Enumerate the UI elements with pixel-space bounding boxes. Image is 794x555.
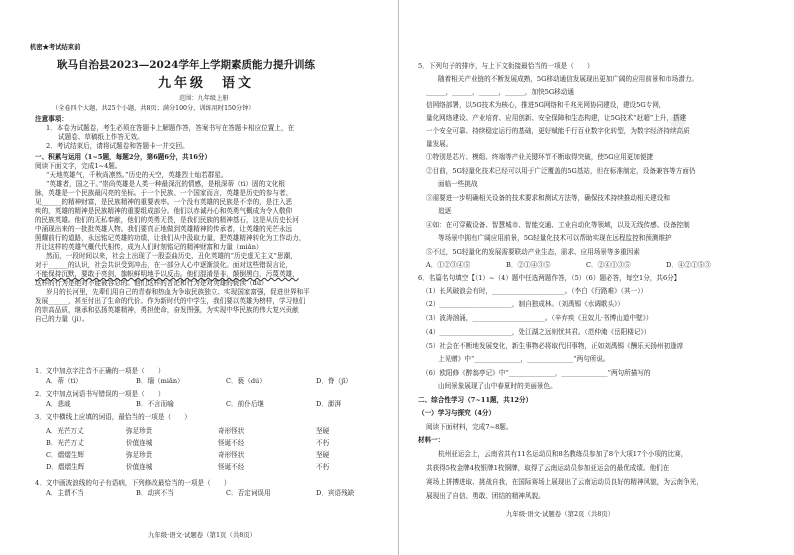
passage-line: 然而，一段时间以来，社会上出现了一股歪曲历史、丑化英雄的“历史虚无主义”思潮， xyxy=(46,252,297,260)
q5-item: ②目前，5G轻量化技术已经可以用于广泛覆盖的5G基站，但在标准制定，设备兼容等方面仍 xyxy=(426,167,696,175)
secret-label: 机密★考试结束前 xyxy=(30,44,81,51)
q4-option-b[interactable]: B．动宾不当 xyxy=(136,489,174,497)
passage-line: “天地英雄气，千秋尚凛然。”历史的天空，英雄烈士灿若群星。 xyxy=(46,171,228,179)
q2-option-d[interactable]: D．澎湃 xyxy=(316,400,342,408)
q3-option-row[interactable] xyxy=(46,460,329,472)
q3-cell: 不朽 xyxy=(316,439,330,447)
question-1: 1．文中加点字注音不正确的一项是（ ） xyxy=(35,367,165,375)
material-line: 杭州亚运会上，云南省共有11名运动员和8名教练员参加了8个大项17个小项的比赛， xyxy=(438,450,688,458)
q6-item: 山间景象展现了山中春夏时的美丽景色。 xyxy=(438,382,557,390)
q5-text-line: 量发展。 xyxy=(426,140,453,148)
notice-line: 试题卷、草稿纸上作答无效。 xyxy=(58,133,144,141)
q3-cell: 奇形怪状 xyxy=(218,427,245,435)
q5-option-c[interactable]: C．②④①③⑤ xyxy=(586,261,631,269)
q5-option-b[interactable]: B．②①④③⑤ xyxy=(506,261,551,269)
q3-option-row[interactable] xyxy=(46,436,329,448)
passage-line: 的民族英雄。他们的无私奉献，他们的英勇无畏，是我们民族的精神基石，这是从历史长河 xyxy=(35,216,299,224)
section-heading: 一、积累与运用（1~5题，每题2分，第6题6分，共16分） xyxy=(35,153,212,161)
q5-item: ⑤不过，5G轻量化的发展需要联动产业生态，需求、应用场景等多重因素 xyxy=(426,248,640,256)
passage-line: 的崇高品质，继承和弘扬英雄精神，勇担使命，奋发图强，为实现中华民族的伟大复兴贡献 xyxy=(35,306,299,314)
q2-option-b[interactable]: B．不言而喻 xyxy=(136,400,174,408)
passage-line: 脉，英雄是一个民族最闪亮的坐标。于一个民族、一个国家而言，英雄是历史的参与者、 xyxy=(35,189,293,197)
q3-option-table xyxy=(46,424,329,472)
q6-item: （5）社会在不断地发展变化，新生事物必将取代旧事物，正如刘禹锡《酬乐天扬州初逢席 xyxy=(422,342,684,350)
q5-text-line: 随着相关产业链的不断发展成熟，5G移动通信发展现出更加广阔的应用前景和市场潜力。 xyxy=(438,75,699,83)
q2-option-c[interactable]: C．前仆后继 xyxy=(226,400,265,408)
passage-line-wavy: 不能保持沉默，要敢于亮剑，旗帜鲜明地予以反击。他们混淆是非，颠倒黑白，污蔑英雄， xyxy=(35,270,299,278)
q3-cell: 不朽 xyxy=(316,463,330,471)
q6-item[interactable]: （1）长风破浪会有时，______________________。（李白《行路难》（其一）） xyxy=(422,287,648,295)
q1-option-b[interactable]: B．缅（miǎn） xyxy=(136,377,184,385)
q4-option-c[interactable]: C．否定词误用 xyxy=(226,489,271,497)
reading-intro: 阅读下面材料，完成7~8题。 xyxy=(426,423,513,431)
q3-cell: A．光芒万丈 xyxy=(46,427,84,435)
passage-line: “英雄者，国之干。”崇尚英雄是人类一种最深沉的情感，是根深蒂（tì）固的文化根 xyxy=(46,180,285,188)
passage-line: 照耀前行的道路，永远铭记英雄的功绩，让我们从中汲取力量，把英雄精神转化为工作动力， xyxy=(35,234,306,242)
section-heading: 二、综合性学习（7~11题，共12分） xyxy=(418,396,533,404)
material-line: 展现出了自信、勇敢、团结的精神风貌。 xyxy=(426,492,545,500)
page-footer: 九年级·语文·试题卷（第2页（共8页） xyxy=(506,510,615,518)
passage-line: 中涌现出来的一批批英雄人物。我们要真正地做到英雄精神的传承者，让英雄的光芒永远 xyxy=(35,225,293,233)
q3-cell: 奇形怪状 xyxy=(218,451,245,459)
passage-line: 对于______的认识，社会共识受到冲击，在一部分人心中逐渐淡化。面对这些错误言论， xyxy=(35,261,293,269)
q5-text-line: 信网络部署，以5G技术为核心，推进5G网络和千兆光网协同建设，建设5G专网， xyxy=(426,101,666,109)
q5-item: ①特别是芯片、模组、终端等产业关键环节不断取得突破，使5G应用更加便捷 xyxy=(426,153,654,161)
q3-cell: 坚硬 xyxy=(316,427,330,435)
page-footer: 九年级·语文·试题卷（第1页（共8页） xyxy=(148,531,257,539)
q3-cell: B．光芒万丈 xyxy=(46,439,84,447)
reading-intro: 阅读下面文字，完成1~4题。 xyxy=(35,162,122,170)
q5-item: 面临一些挑战 xyxy=(438,180,478,188)
q5-item: 追逐 xyxy=(438,207,452,215)
watermark-mark: • xyxy=(663,95,693,149)
question-3: 3．文中横线上应填的词语，最恰当的一项是（ ） xyxy=(35,413,191,421)
q6-item[interactable]: （4）______________________，处江湖之远则忧其君。（范仲淹《岳阳楼记》） xyxy=(422,328,651,336)
notice-line: 1．本卷为试题卷，考生必须在答题卡上解题作答，答案书写在答题卡相应位置上，在 xyxy=(46,124,295,132)
q5-option-d[interactable]: D．④②①⑤③ xyxy=(666,261,711,269)
question-6: 6．名篇名句填空【（1）~（4）题中任选两题作答，（5）（6）题必答，每空1分，共6分】 xyxy=(418,274,681,282)
q6-item[interactable]: 上见赠》中“______________，______________”两句所说。 xyxy=(438,355,610,363)
q5-option-a[interactable]: A．①②③④⑤ xyxy=(426,261,471,269)
q6-item[interactable]: （3）波涛汹涌，______________________。（辛弃疾《丑奴儿·书博山道中壁》） xyxy=(422,314,653,322)
subsection-heading: （一）学习与探究（4分） xyxy=(418,409,496,417)
q3-cell: 价值连城 xyxy=(126,439,153,447)
q5-item: 等场景中拥有广阔应用前景，5G轻量化技术可以帮助实现在远程监控和预测维护 xyxy=(438,234,672,242)
q6-item[interactable]: （6）欧阳修《醉翁亭记》中“______________，______________”两句所描写的 xyxy=(422,369,651,377)
passage-line: 岁月的长河里，先辈们用自己的青春和热血为争取民族独立、实现国家富强，促进世界和平 xyxy=(46,288,310,296)
q3-cell: 价值连城 xyxy=(126,463,153,471)
material-line: 赛场上拼搏进取、挑战自我，在国际赛场上展现出了云南运动员良好的精神风貌，为云南争光， xyxy=(426,478,703,486)
question-5: 5．下列句子的排序，与上下文衔接最恰当的一项是（ ） xyxy=(418,62,594,70)
q4-option-d[interactable]: D．宾语残缺 xyxy=(316,489,355,497)
q1-option-a[interactable]: A．蒂（tì） xyxy=(46,377,82,385)
q3-option-row[interactable] xyxy=(46,424,329,436)
q3-cell: 弥足珍贵 xyxy=(126,427,153,435)
right-page xyxy=(398,0,794,555)
passage-line: 发展______，甚至付出了生命的代价。作为新时代的中学生，我们要以英雄为榜样，学习他们 xyxy=(35,297,306,305)
q5-item: ③需要进一步明确相关设备的技术要求和测试方法等，确保技术持续推动相关建设和 xyxy=(426,194,670,202)
q6-item[interactable]: （2）______________________，制自独成林。（刘禹锡《水调歌头》） xyxy=(422,300,625,308)
passage-line: 见______的精神财富，是民族精神的重要表率。一个没有英雄的民族是不幸的，是注入恶 xyxy=(35,198,293,206)
passage-line: 自己的力量（jì）。 xyxy=(35,315,89,323)
q1-option-c[interactable]: C．亵（dú） xyxy=(226,377,266,385)
question-2: 2．文中加点词语书写错误的一项是（ ） xyxy=(35,390,165,398)
q3-cell: 怪诞不经 xyxy=(218,439,245,447)
q3-cell: 怪诞不经 xyxy=(218,463,245,471)
exam-info: （全卷四个大题，共25个小题，共8页；满分100分，训练用时150分钟） xyxy=(52,105,255,112)
q3-cell: D．熠熠生辉 xyxy=(46,463,85,471)
material-title: 材料一： xyxy=(418,436,445,444)
q5-item: ④如：在可穿戴设备、智慧城市、智能交通、工业自动化等领域，以及无线传感、设备控制 xyxy=(426,221,690,229)
q5-text-line: ______，______，______，______，加快5G移动通 xyxy=(426,88,574,96)
q3-cell: 弥足珍贵 xyxy=(126,451,153,459)
q3-cell: 坚硬 xyxy=(316,451,330,459)
notice-title: 注意事项： xyxy=(35,115,68,123)
exam-scope: 范围：九年级上册 xyxy=(179,95,229,102)
q1-option-d[interactable]: D．脊（jǐ） xyxy=(316,377,352,385)
passage-line: 这样的行为是绝对不能被容忍的。他们这样的言论和行为是对英雄的亵渎（dú） xyxy=(35,279,268,287)
material-line: 共获得5枚金牌4枚银牌1枚铜牌，取得了云南运动员参加亚运会的最优成绩。他们在 xyxy=(426,464,670,472)
exam-title: 耿马自治县2023—2024学年上学期素质能力提升训练 xyxy=(57,59,315,71)
q5-text-line: 一个安全可靠、持续稳定运行的基础，更好赋能千行百业数字化转型，为数字经济持续高质 xyxy=(426,127,690,135)
q2-option-a[interactable]: A．悲戚 xyxy=(46,400,71,408)
notice-line: 2．考试结束后，请将试题卷和答题卡一并交回。 xyxy=(46,142,189,150)
question-4: 4．文中画波浪线的句子有语病，下列修改最恰当的一项是（ ） xyxy=(35,479,231,487)
q3-option-row[interactable] xyxy=(46,448,329,460)
passage-line: 并让这样的英雄气概代代相传，成为人们时刻铭记的精神财富和力量（miǎn） xyxy=(35,243,263,251)
exam-subject: 九年级 语文 xyxy=(158,76,255,91)
q4-option-a[interactable]: A．主谓不当 xyxy=(46,489,84,497)
q5-text-line: 量化网络建设、产业培育、应用创新、安全保障和生态构建，让5G技术“赶超”上升，搭建 xyxy=(426,114,687,122)
passage-line: 疾的，英雄的精神是民族精神的重要组成部分。他们以赤诚丹心和英勇气概成为令人敬仰 xyxy=(35,207,293,215)
q3-cell: C．熠熠生辉 xyxy=(46,451,85,459)
